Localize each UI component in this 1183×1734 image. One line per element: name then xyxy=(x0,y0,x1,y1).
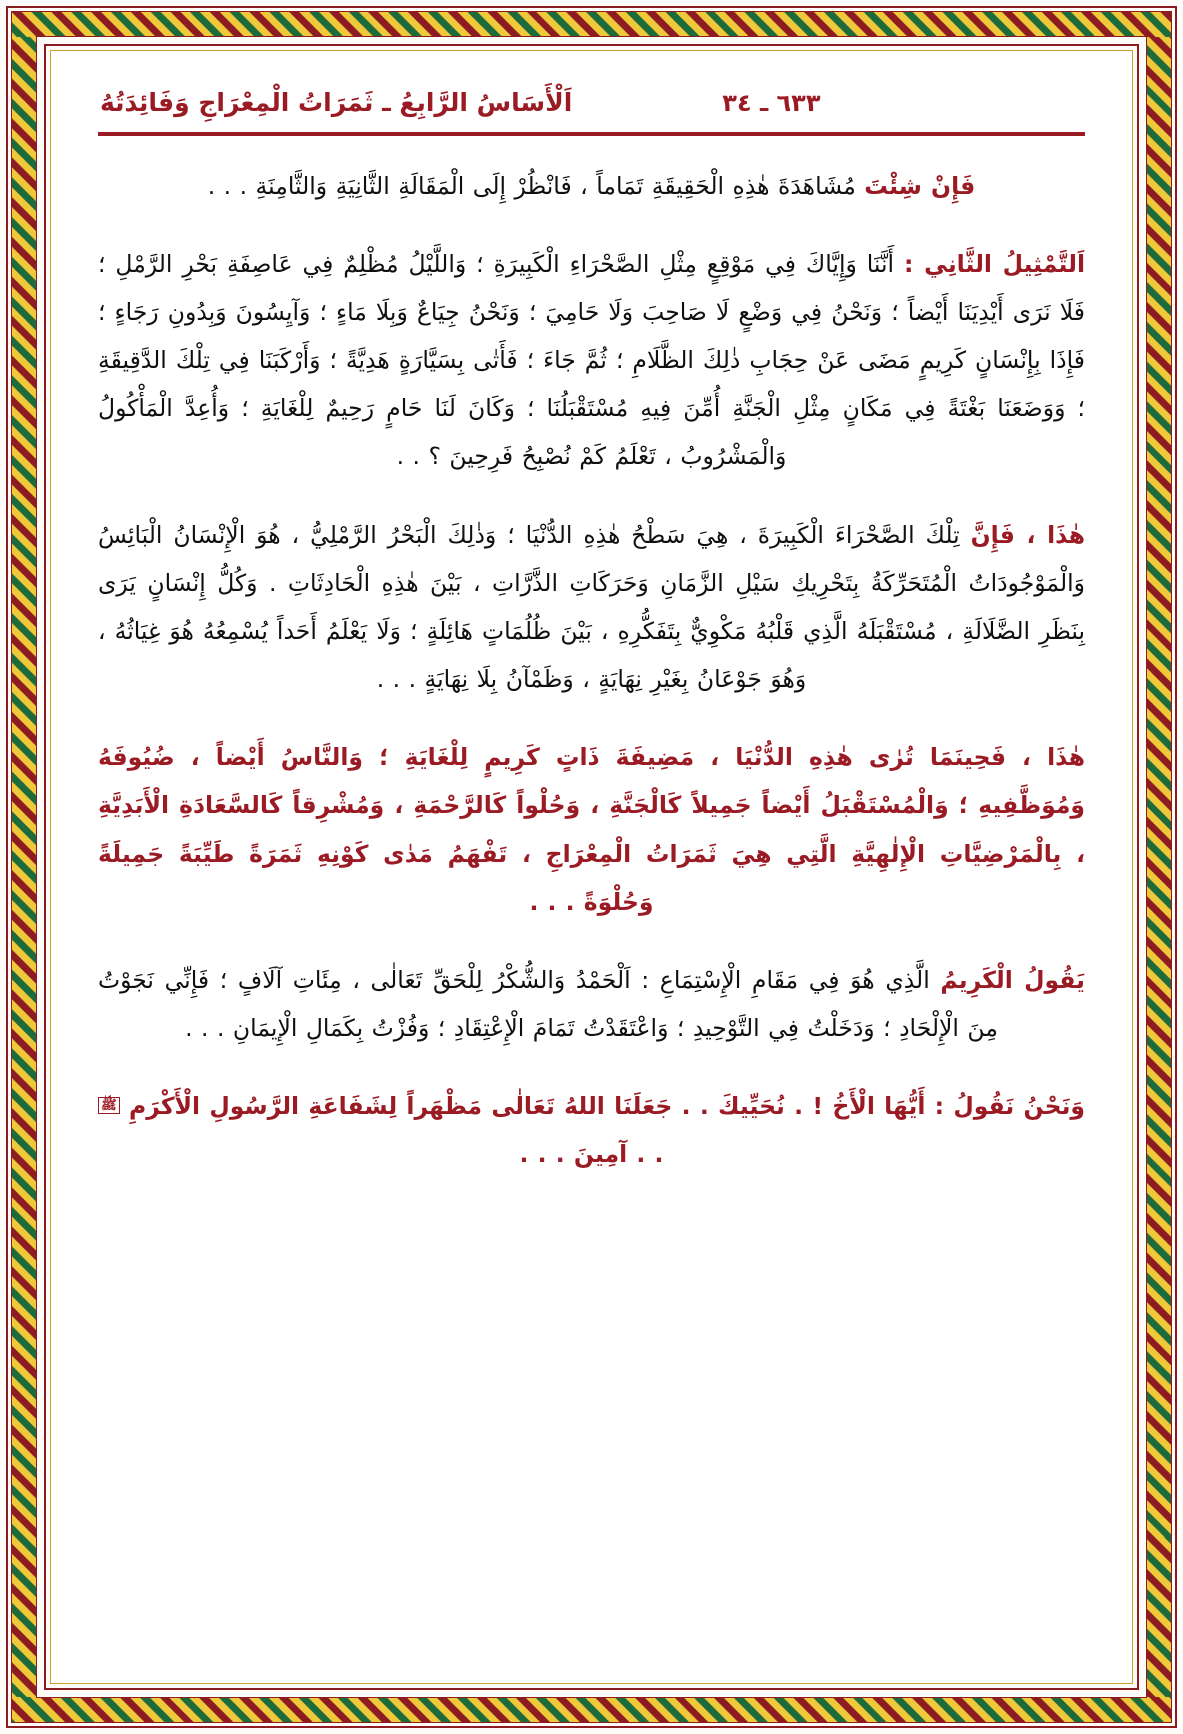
paragraph-1-lead: فَإِنْ شِئْتَ xyxy=(864,171,976,200)
running-head-title: اَلْأَسَاسُ الرَّابِعُ ـ ثَمَرَاتُ الْمِعْرَاجِ وَفَائِدَتُهُ xyxy=(100,88,573,117)
paragraph-6 xyxy=(98,1082,1085,1178)
paragraph-2-body: أَنَّنَا وَإِيَّاكَ فِي مَوْقِعٍ مِثْلِ الصَّحْرَاءِ الْكَبِيرَةِ ؛ وَاللَّيْلُ مُظْلِمٌ فِي عَاصِفَةِ بَحْرِ الرَّمْلِ ؛ فَلَا نَرَى أَيْدِيَنَا أَيْضاً ؛ وَنَحْنُ فِي وَضْعٍ لَا صَاحِبَ وَلَا حَامِيَ ؛ وَنَحْنُ جِيَاعٌ وَبِلَا مَاءٍ ؛ وَآيِسُونَ وَبِدُونِ رَجَاءٍ ؛ فَإِذَا بِإِنْسَانٍ كَرِيمٍ مَضَى عَنْ حِجَابِ ذٰلِكَ الظَّلَامِ ؛ ثُمَّ جَاءَ ؛ فَأَتٰى بِسَيَّارَةٍ هَدِيَّةً ؛ وَأَرْكَبَنَا فِي تِلْكَ الدَّقِيقَةِ ؛ وَوَضَعَنَا بَغْتَةً فِي مَكَانٍ مِثْلِ الْجَنَّةِ أُمِّنَ فِيهِ مُسْتَقْبَلُنَا ؛ وَكَانَ لَنَا حَامٍ رَحِيمٌ لِلْغَايَةِ ؛ وَأُعِدَّ الْمَأْكُولُ وَالْمَشْرُوبُ ، تَعْلَمُ كَمْ نُصْبِحُ فَرِحِينَ ؟ . . xyxy=(98,249,1085,471)
paragraph-4 xyxy=(98,733,1085,926)
running-head xyxy=(86,76,1097,122)
paragraph-4-body: هٰذَا ، فَحِينَمَا تُرٰى هٰذِهِ الدُّنْيَا ، مَضِيفَةَ ذَاتٍ كَرِيمٍ لِلْغَايَةِ ؛ وَالنَّاسُ أَيْضاً ، ضُيُوفَهُ وَمُوَظَّفِيهِ ؛ وَالْمُسْتَقْبَلُ أَيْضاً جَمِيلاً كَالْجَنَّةِ ، وَحُلْواً كَالرَّحْمَةِ ، وَمُشْرِقاً كَالسَّعَادَةِ الْأَبَدِيَّةِ ، بِالْمَرْضِيَّاتِ الْإِلٰهِيَّةِ الَّتِي هِيَ ثَمَرَاتُ الْمِعْرَاجِ ، تَفْهَمُ مَدٰى كَوْنِهِ ثَمَرَةً طَيِّبَةً جَمِيلَةً وَحُلْوَةً . . . xyxy=(98,743,1085,916)
paragraph-2 xyxy=(98,240,1085,481)
body-text-column xyxy=(86,162,1097,1179)
paragraph-5-lead: يَقُولُ الْكَرِيمُ xyxy=(940,965,1085,994)
paragraph-6-body-after: . . آمِينَ . . . xyxy=(519,1140,664,1169)
paragraph-3-lead: هٰذَا ، فَإِنَّ xyxy=(970,520,1085,549)
folio-number: ٦٣٣ ـ ٣٤ xyxy=(722,89,821,117)
page-content xyxy=(58,58,1125,1676)
paragraph-3-body: تِلْكَ الصَّحْرَاءَ الْكَبِيرَةَ ، هِيَ سَطْحُ هٰذِهِ الدُّنْيَا ؛ وَذٰلِكَ الْبَحْرُ الرَّمْلِيُّ ، هُوَ الْإِنْسَانُ الْبَائِسُ وَالْمَوْجُودَاتُ الْمُتَحَرِّكَةُ بِتَحْرِيكِ سَيْلِ الزَّمَانِ وَحَرَكَاتِ الذَّرَّاتِ ، بَيْنَ هٰذِهِ الْحَادِثَاتِ . وَكُلُّ إِنْسَانٍ يَرَى بِنَظَرِ الضَّلَالَةِ ، مُسْتَقْبَلَهُ الَّذِي قَلْبُهُ مَكْوِيٌّ بِتَفَكُّرِهِ ، بَيْنَ ظُلُمَاتٍ هَائِلَةٍ ؛ وَلَا يَعْلَمُ أَحَداً يُسْمِعُهُ هُوَ غِيَاثُهُ ، وَهُوَ جَوْعَانُ بِغَيْرِ نِهَايَةٍ ، وَظَمْآنُ بِلَا نِهَايَةٍ . . . xyxy=(98,520,1085,694)
header-divider-rule xyxy=(98,132,1085,136)
paragraph-3 xyxy=(98,511,1085,704)
paragraph-5 xyxy=(98,956,1085,1052)
paragraph-1-body: مُشَاهَدَةَ هٰذِهِ الْحَقِيقَةِ تَمَاماً ، فَانْظُرْ إِلَى الْمَقَالَةِ الثَّانِيَةِ وَالثَّامِنَةِ . . . xyxy=(207,171,865,200)
paragraph-6-body-before: وَنَحْنُ نَقُولُ : أَيُّهَا الْأَخُ ! . نُحَيِّيكَ . . جَعَلَنَا اللهُ تَعَالٰى مَظْهَراً لِشَفَاعَةِ الرَّسُولِ الْأَكْرَمِ xyxy=(119,1092,1085,1121)
paragraph-5-body: الَّذِي هُوَ فِي مَقَامِ الْإِسْتِمَاعِ : اَلْحَمْدُ وَالشُّكْرُ لِلْحَقِّ تَعَالٰى ، مِئَاتِ آلَافٍ ؛ فَإِنِّي نَجَوْتُ مِنَ الْإِلْحَادِ ؛ وَدَخَلْتُ فِي التَّوْحِيدِ ؛ وَاعْتَقَدْتُ تَمَامَ الْإِعْتِقَادِ ؛ وَفُزْتُ بِكَمَالِ الْإِيمَانِ . . . xyxy=(98,965,998,1043)
paragraph-1 xyxy=(98,162,1085,210)
paragraph-2-lead: اَلتَّمْثِيلُ الثَّانِي : xyxy=(904,249,1085,278)
sallallahu-alayhi-wasallam-icon: ﷺ xyxy=(98,1097,120,1114)
